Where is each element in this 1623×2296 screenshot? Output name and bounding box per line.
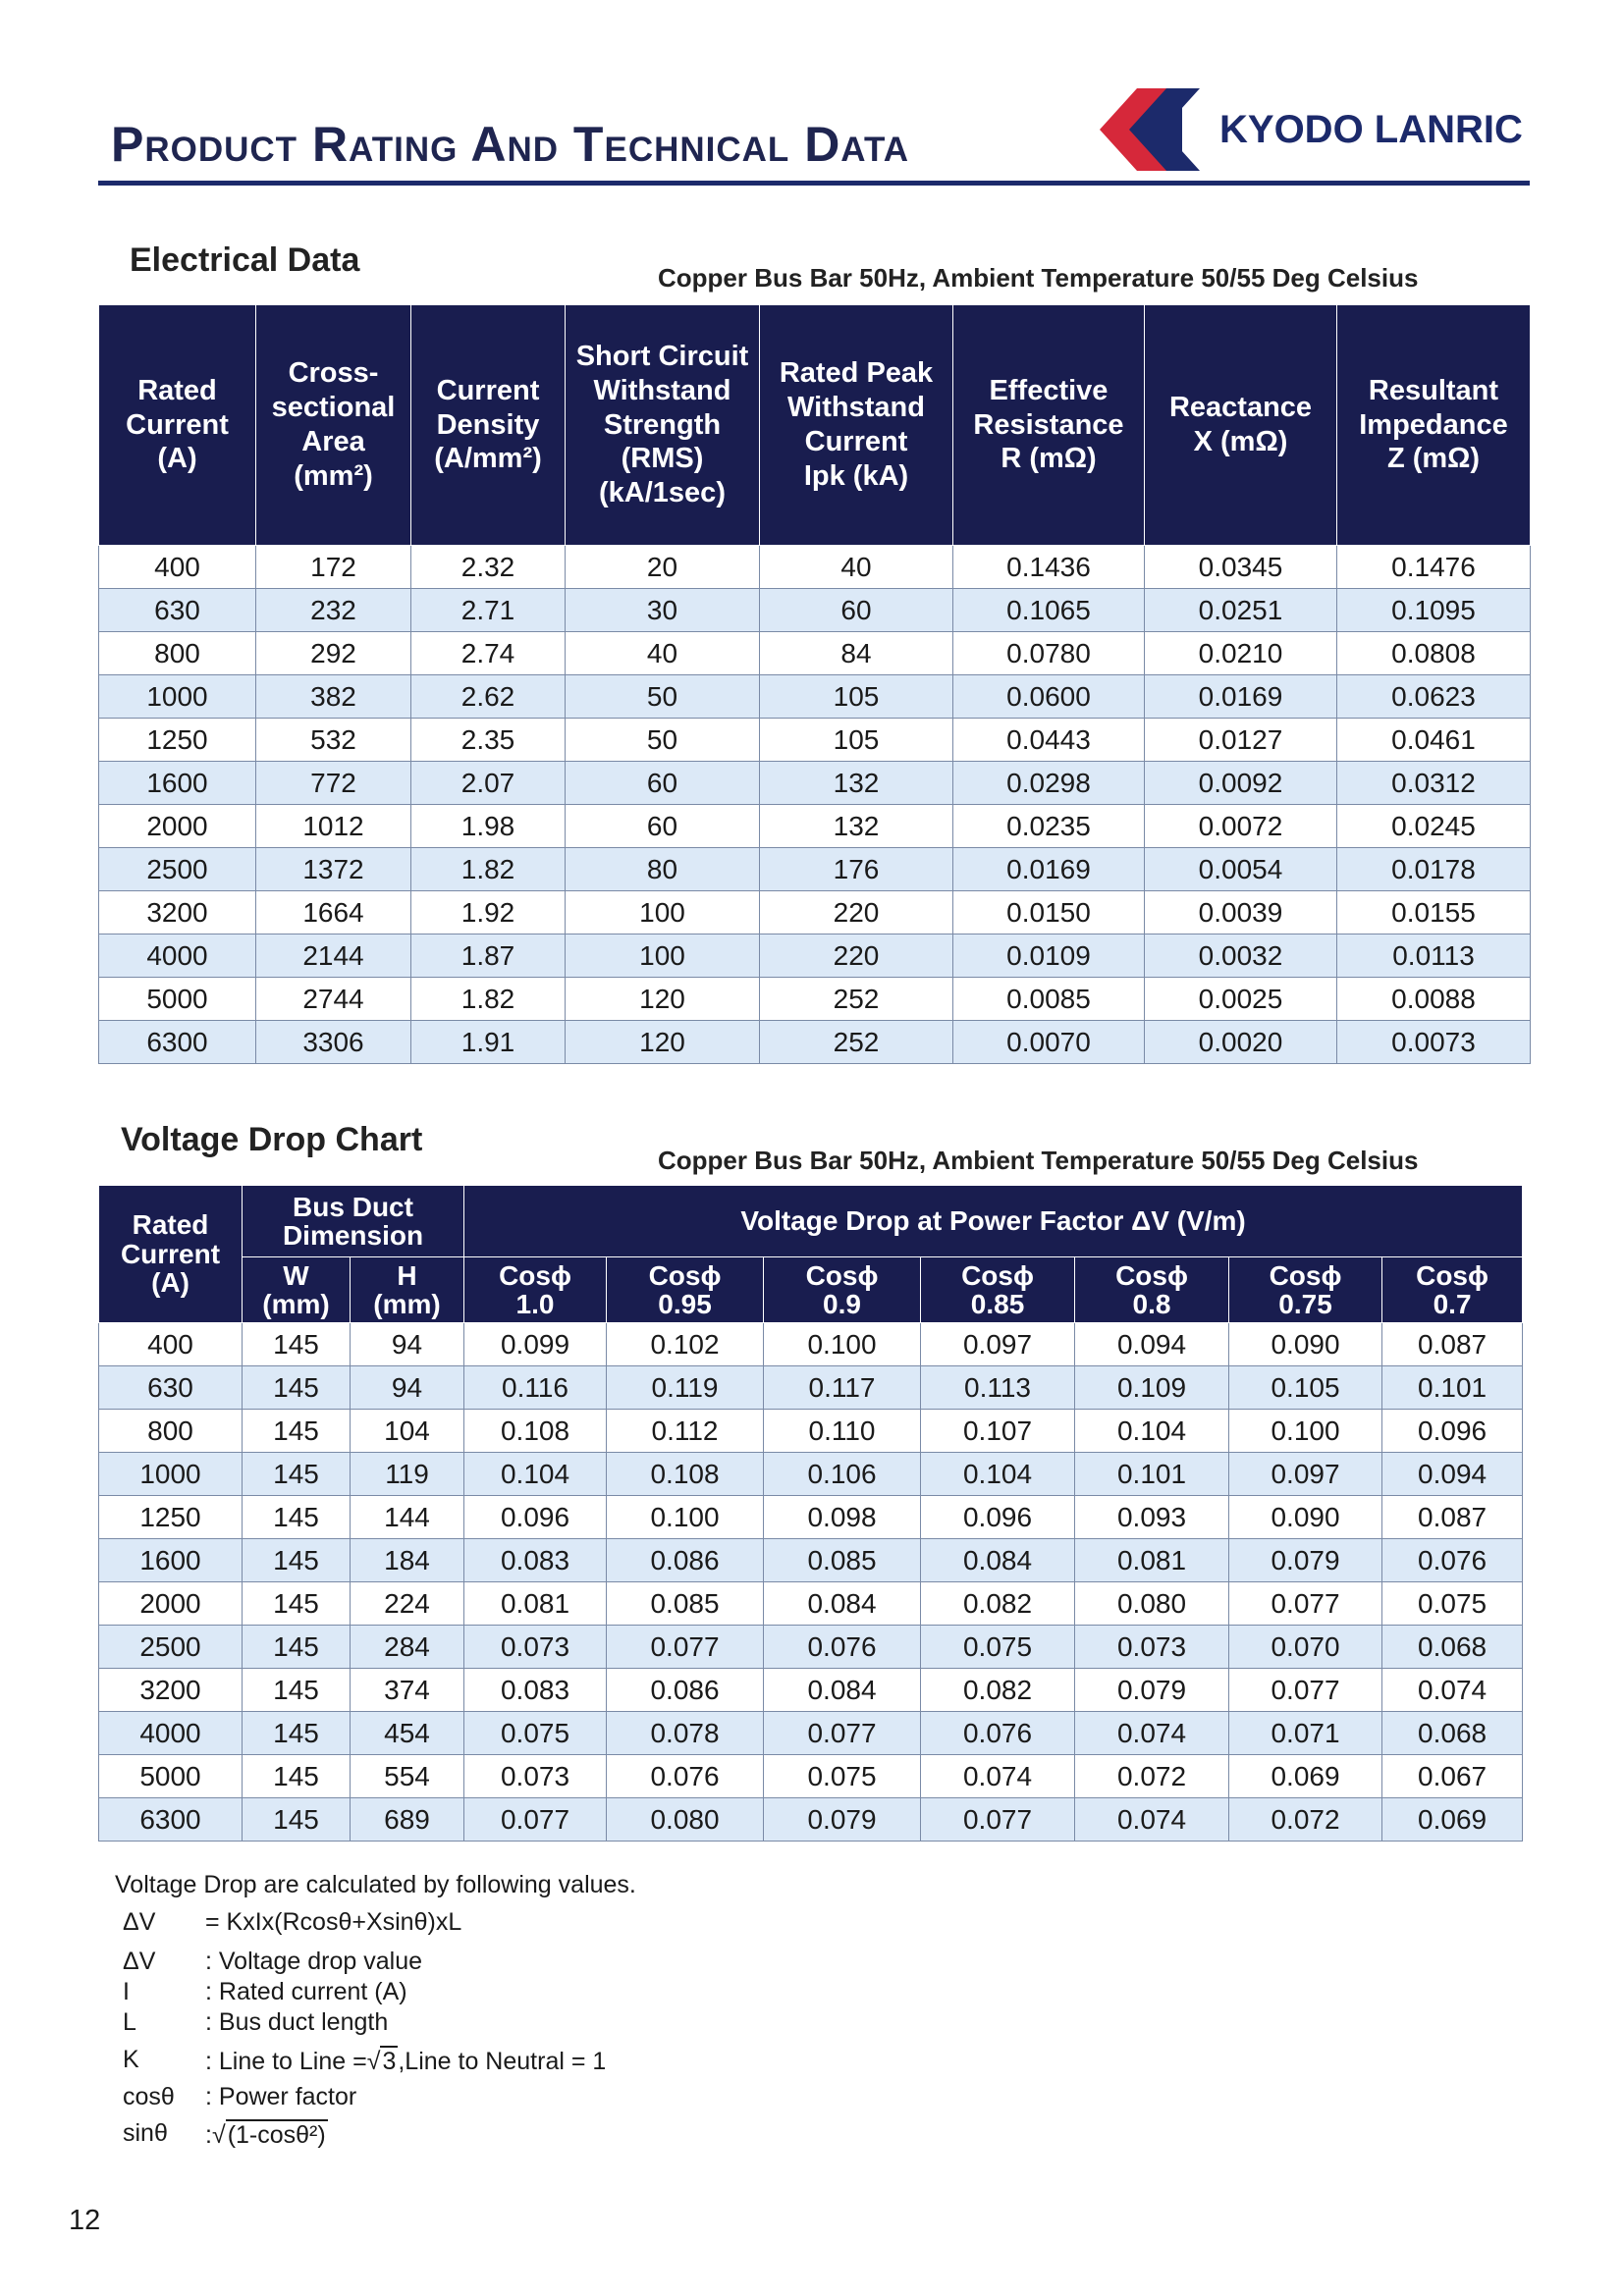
table-cell: 0.1476 xyxy=(1337,546,1531,589)
table-cell: 0.0127 xyxy=(1145,719,1337,762)
table-row xyxy=(99,1366,1523,1410)
table-cell: 0.071 xyxy=(1229,1712,1382,1755)
table-cell: 0.096 xyxy=(464,1496,607,1539)
table-cell: 0.0085 xyxy=(953,978,1145,1021)
table-cell: 5000 xyxy=(99,1755,243,1798)
table-cell: 0.0109 xyxy=(953,934,1145,978)
table-row xyxy=(99,1669,1523,1712)
table-cell: 0.083 xyxy=(464,1669,607,1712)
definition-text: : Power factor xyxy=(205,2083,357,2110)
table-cell: 0.0054 xyxy=(1145,848,1337,891)
definition-symbol: L xyxy=(123,2008,136,2036)
table-cell: 94 xyxy=(351,1366,464,1410)
table-cell: 0.085 xyxy=(764,1539,921,1582)
table-cell: 0.0210 xyxy=(1145,632,1337,675)
table-cell: 2500 xyxy=(99,848,256,891)
table-cell: 0.0251 xyxy=(1145,589,1337,632)
table-cell: 0.079 xyxy=(1229,1539,1382,1582)
column-header: Voltage Drop at Power Factor ΔV (V/m) xyxy=(464,1186,1523,1257)
table-cell: 0.105 xyxy=(1229,1366,1382,1410)
definition-symbol: K xyxy=(123,2046,139,2073)
table-cell: 0.0039 xyxy=(1145,891,1337,934)
table-cell: 0.0443 xyxy=(953,719,1145,762)
power-factor-header: Cosϕ 0.7 xyxy=(1382,1257,1523,1323)
power-factor-header: Cosϕ 0.8 xyxy=(1075,1257,1229,1323)
table-cell: 145 xyxy=(243,1626,351,1669)
table-cell: 0.0600 xyxy=(953,675,1145,719)
table-cell: 0.072 xyxy=(1229,1798,1382,1842)
table-row xyxy=(99,1496,1523,1539)
table-cell: 2.32 xyxy=(411,546,566,589)
table-cell: 145 xyxy=(243,1453,351,1496)
table-cell: 0.074 xyxy=(1075,1798,1229,1842)
page-number: 12 xyxy=(69,2205,101,2236)
table-cell: 2000 xyxy=(99,805,256,848)
table-cell: 0.0780 xyxy=(953,632,1145,675)
page-title: Product Rating And Technical Data xyxy=(111,117,910,172)
table-cell: 0.077 xyxy=(921,1798,1075,1842)
electrical-heading: Electrical Data xyxy=(130,241,360,279)
table-row xyxy=(99,1539,1523,1582)
table-cell: 0.077 xyxy=(464,1798,607,1842)
table-cell: 80 xyxy=(566,848,760,891)
square-root-icon: √(1-cosθ²) xyxy=(211,2121,326,2149)
table-cell: 2144 xyxy=(256,934,411,978)
table-cell: 145 xyxy=(243,1539,351,1582)
table-cell: 0.083 xyxy=(464,1539,607,1582)
table-cell: 0.0092 xyxy=(1145,762,1337,805)
table-row xyxy=(99,632,1531,675)
definition-prefix: : Line to Line = xyxy=(205,2048,367,2075)
square-root-icon: √3 xyxy=(366,2048,397,2075)
voltage-drop-note: Copper Bus Bar 50Hz, Ambient Temperature 50/55 Deg Celsius xyxy=(658,1146,1419,1175)
table-cell: 94 xyxy=(351,1323,464,1366)
table-cell: 0.0178 xyxy=(1337,848,1531,891)
table-cell: 1250 xyxy=(99,1496,243,1539)
table-cell: 374 xyxy=(351,1669,464,1712)
table-cell: 0.076 xyxy=(764,1626,921,1669)
table-cell: 0.0150 xyxy=(953,891,1145,934)
table-cell: 220 xyxy=(760,934,953,978)
table-cell: 0.084 xyxy=(764,1582,921,1626)
table-cell: 0.100 xyxy=(607,1496,764,1539)
table-cell: 0.069 xyxy=(1229,1755,1382,1798)
brand-name: KYODO LANRIC xyxy=(1219,108,1523,151)
table-cell: 0.112 xyxy=(607,1410,764,1453)
table-cell: 630 xyxy=(99,589,256,632)
table-cell: 0.075 xyxy=(764,1755,921,1798)
table-cell: 2.07 xyxy=(411,762,566,805)
table-cell: 0.0235 xyxy=(953,805,1145,848)
table-cell: 0.0070 xyxy=(953,1021,1145,1064)
table-cell: 0.1095 xyxy=(1337,589,1531,632)
table-cell: 145 xyxy=(243,1496,351,1539)
definition-prefix: : xyxy=(205,2121,212,2149)
table-cell: 772 xyxy=(256,762,411,805)
table-row xyxy=(99,546,1531,589)
table-cell: 0.072 xyxy=(1075,1755,1229,1798)
table-cell: 172 xyxy=(256,546,411,589)
table-cell: 0.077 xyxy=(764,1712,921,1755)
table-cell: 0.067 xyxy=(1382,1755,1523,1798)
table-cell: 2744 xyxy=(256,978,411,1021)
table-cell: 0.106 xyxy=(764,1453,921,1496)
table-cell: 0.068 xyxy=(1382,1712,1523,1755)
table-cell: 1.82 xyxy=(411,978,566,1021)
table-cell: 0.117 xyxy=(764,1366,921,1410)
table-cell: 0.1436 xyxy=(953,546,1145,589)
table-cell: 532 xyxy=(256,719,411,762)
column-header: Short Circuit Withstand Strength (RMS) (kA/1sec) xyxy=(566,305,760,546)
definition-text: : Rated current (A) xyxy=(205,1978,407,2005)
table-cell: 50 xyxy=(566,675,760,719)
table-cell: 145 xyxy=(243,1669,351,1712)
table-cell: 0.086 xyxy=(607,1669,764,1712)
definition-text xyxy=(205,2119,328,2150)
table-cell: 145 xyxy=(243,1323,351,1366)
table-cell: 105 xyxy=(760,719,953,762)
table-cell: 120 xyxy=(566,1021,760,1064)
table-row xyxy=(99,1712,1523,1755)
table-cell: 1600 xyxy=(99,1539,243,1582)
column-header: Resultant Impedance Z (mΩ) xyxy=(1337,305,1531,546)
table-cell: 1.92 xyxy=(411,891,566,934)
table-cell: 0.070 xyxy=(1229,1626,1382,1669)
table-cell: 0.074 xyxy=(921,1755,1075,1798)
electrical-data-table xyxy=(98,304,1531,1064)
table-cell: 0.113 xyxy=(921,1366,1075,1410)
table-cell: 120 xyxy=(566,978,760,1021)
title-divider xyxy=(98,181,1530,186)
table-cell: 2500 xyxy=(99,1626,243,1669)
table-row xyxy=(99,1582,1523,1626)
table-cell: 0.109 xyxy=(1075,1366,1229,1410)
table-cell: 232 xyxy=(256,589,411,632)
table-cell: 0.098 xyxy=(764,1496,921,1539)
electrical-note: Copper Bus Bar 50Hz, Ambient Temperature 50/55 Deg Celsius xyxy=(658,263,1419,293)
table-cell: 60 xyxy=(566,805,760,848)
voltage-drop-table xyxy=(98,1185,1523,1842)
definition-text xyxy=(205,2046,606,2076)
table-cell: 800 xyxy=(99,1410,243,1453)
table-cell: 1000 xyxy=(99,675,256,719)
table-cell: 1.91 xyxy=(411,1021,566,1064)
table-cell: 40 xyxy=(566,632,760,675)
formula: = KxIx(Rcosθ+Xsinθ)xL xyxy=(205,1908,462,1936)
table-cell: 0.074 xyxy=(1382,1669,1523,1712)
table-row xyxy=(99,762,1531,805)
table-cell: 145 xyxy=(243,1712,351,1755)
column-header: Rated Current (A) xyxy=(99,305,256,546)
table-cell: 0.080 xyxy=(1075,1582,1229,1626)
table-cell: 0.097 xyxy=(1229,1453,1382,1496)
table-cell: 0.075 xyxy=(464,1712,607,1755)
table-cell: 0.076 xyxy=(1382,1539,1523,1582)
table-cell: 2.71 xyxy=(411,589,566,632)
power-factor-header: Cosϕ 0.85 xyxy=(921,1257,1075,1323)
table-cell: 0.094 xyxy=(1382,1453,1523,1496)
table-cell: 0.086 xyxy=(607,1539,764,1582)
notes-intro: Voltage Drop are calculated by following values. xyxy=(115,1871,636,1898)
power-factor-header: Cosϕ 0.9 xyxy=(764,1257,921,1323)
table-cell: 0.081 xyxy=(1075,1539,1229,1582)
table-cell: 0.100 xyxy=(764,1323,921,1366)
table-cell: 0.082 xyxy=(921,1669,1075,1712)
table-cell: 0.101 xyxy=(1382,1366,1523,1410)
column-header: H (mm) xyxy=(351,1257,464,1323)
electrical-header-row xyxy=(99,305,1531,546)
table-cell: 0.074 xyxy=(1075,1712,1229,1755)
table-cell: 0.077 xyxy=(1229,1669,1382,1712)
table-cell: 0.097 xyxy=(921,1323,1075,1366)
table-cell: 1012 xyxy=(256,805,411,848)
table-cell: 3306 xyxy=(256,1021,411,1064)
table-cell: 20 xyxy=(566,546,760,589)
power-factor-header: Cosϕ 0.75 xyxy=(1229,1257,1382,1323)
table-cell: 0.080 xyxy=(607,1798,764,1842)
table-cell: 5000 xyxy=(99,978,256,1021)
table-cell: 400 xyxy=(99,546,256,589)
table-cell: 100 xyxy=(566,934,760,978)
table-cell: 60 xyxy=(760,589,953,632)
table-row xyxy=(99,1626,1523,1669)
table-cell: 0.102 xyxy=(607,1323,764,1366)
table-cell: 1250 xyxy=(99,719,256,762)
table-cell: 0.0169 xyxy=(1145,675,1337,719)
table-cell: 0.0461 xyxy=(1337,719,1531,762)
column-header: Effective Resistance R (mΩ) xyxy=(953,305,1145,546)
table-cell: 0.075 xyxy=(921,1626,1075,1669)
table-cell: 0.077 xyxy=(1229,1582,1382,1626)
table-cell: 1600 xyxy=(99,762,256,805)
table-cell: 0.0808 xyxy=(1337,632,1531,675)
table-cell: 60 xyxy=(566,762,760,805)
table-row xyxy=(99,1323,1523,1366)
table-cell: 0.108 xyxy=(607,1453,764,1496)
table-cell: 132 xyxy=(760,805,953,848)
table-cell: 0.090 xyxy=(1229,1496,1382,1539)
voltage-drop-header-row-2 xyxy=(99,1257,1523,1323)
table-row xyxy=(99,978,1531,1021)
table-cell: 144 xyxy=(351,1496,464,1539)
table-row xyxy=(99,891,1531,934)
table-cell: 0.073 xyxy=(464,1626,607,1669)
table-row xyxy=(99,934,1531,978)
table-row xyxy=(99,805,1531,848)
formula-symbol: ΔV xyxy=(123,1908,156,1936)
table-cell: 0.081 xyxy=(464,1582,607,1626)
table-cell: 0.084 xyxy=(764,1669,921,1712)
table-cell: 6300 xyxy=(99,1021,256,1064)
table-cell: 2.74 xyxy=(411,632,566,675)
table-cell: 104 xyxy=(351,1410,464,1453)
table-cell: 145 xyxy=(243,1798,351,1842)
table-cell: 2.35 xyxy=(411,719,566,762)
table-cell: 252 xyxy=(760,978,953,1021)
table-cell: 0.093 xyxy=(1075,1496,1229,1539)
table-cell: 0.0020 xyxy=(1145,1021,1337,1064)
table-cell: 119 xyxy=(351,1453,464,1496)
table-cell: 0.0245 xyxy=(1337,805,1531,848)
table-cell: 382 xyxy=(256,675,411,719)
column-header: Rated Current (A) xyxy=(99,1186,243,1323)
table-cell: 1.87 xyxy=(411,934,566,978)
table-cell: 0.096 xyxy=(921,1496,1075,1539)
table-cell: 0.0345 xyxy=(1145,546,1337,589)
column-header: Reactance X (mΩ) xyxy=(1145,305,1337,546)
table-cell: 0.078 xyxy=(607,1712,764,1755)
table-cell: 0.110 xyxy=(764,1410,921,1453)
table-cell: 2.62 xyxy=(411,675,566,719)
table-cell: 0.068 xyxy=(1382,1626,1523,1669)
column-header: Bus Duct Dimension xyxy=(243,1186,464,1257)
power-factor-header: Cosϕ 1.0 xyxy=(464,1257,607,1323)
table-cell: 1.82 xyxy=(411,848,566,891)
table-row xyxy=(99,1755,1523,1798)
table-cell: 0.076 xyxy=(921,1712,1075,1755)
table-cell: 145 xyxy=(243,1582,351,1626)
table-cell: 30 xyxy=(566,589,760,632)
table-cell: 0.0312 xyxy=(1337,762,1531,805)
table-cell: 6300 xyxy=(99,1798,243,1842)
voltage-drop-header-row-1 xyxy=(99,1186,1523,1257)
table-cell: 630 xyxy=(99,1366,243,1410)
column-header: W (mm) xyxy=(243,1257,351,1323)
table-cell: 0.073 xyxy=(1075,1626,1229,1669)
table-cell: 0.079 xyxy=(764,1798,921,1842)
table-row xyxy=(99,848,1531,891)
table-cell: 0.0113 xyxy=(1337,934,1531,978)
table-row xyxy=(99,675,1531,719)
table-cell: 0.101 xyxy=(1075,1453,1229,1496)
table-cell: 100 xyxy=(566,891,760,934)
table-row xyxy=(99,719,1531,762)
table-cell: 0.099 xyxy=(464,1323,607,1366)
table-cell: 176 xyxy=(760,848,953,891)
definition-text: : Bus duct length xyxy=(205,2008,389,2036)
definition-symbol: I xyxy=(123,1978,130,2005)
column-header: Cross- sectional Area (mm²) xyxy=(256,305,411,546)
table-cell: 284 xyxy=(351,1626,464,1669)
table-cell: 0.0032 xyxy=(1145,934,1337,978)
table-cell: 145 xyxy=(243,1366,351,1410)
table-cell: 689 xyxy=(351,1798,464,1842)
table-cell: 132 xyxy=(760,762,953,805)
table-cell: 252 xyxy=(760,1021,953,1064)
table-cell: 2000 xyxy=(99,1582,243,1626)
kyodo-lanric-logo-icon xyxy=(1098,84,1216,175)
table-cell: 4000 xyxy=(99,934,256,978)
definition-suffix: ,Line to Neutral = 1 xyxy=(398,2048,607,2075)
table-cell: 0.085 xyxy=(607,1582,764,1626)
table-cell: 0.0072 xyxy=(1145,805,1337,848)
table-cell: 1.98 xyxy=(411,805,566,848)
table-cell: 554 xyxy=(351,1755,464,1798)
table-cell: 3200 xyxy=(99,1669,243,1712)
table-row xyxy=(99,1453,1523,1496)
table-cell: 0.104 xyxy=(921,1453,1075,1496)
table-cell: 0.090 xyxy=(1229,1323,1382,1366)
radicand: (1-cosθ²) xyxy=(227,2121,326,2149)
table-cell: 1000 xyxy=(99,1453,243,1496)
table-cell: 0.075 xyxy=(1382,1582,1523,1626)
table-row xyxy=(99,1021,1531,1064)
table-cell: 0.104 xyxy=(1075,1410,1229,1453)
voltage-drop-heading: Voltage Drop Chart xyxy=(121,1121,423,1158)
table-cell: 50 xyxy=(566,719,760,762)
table-cell: 0.082 xyxy=(921,1582,1075,1626)
table-cell: 0.104 xyxy=(464,1453,607,1496)
table-cell: 105 xyxy=(760,675,953,719)
table-cell: 0.076 xyxy=(607,1755,764,1798)
table-cell: 292 xyxy=(256,632,411,675)
table-cell: 0.0025 xyxy=(1145,978,1337,1021)
table-cell: 0.108 xyxy=(464,1410,607,1453)
table-cell: 1664 xyxy=(256,891,411,934)
radicand: 3 xyxy=(382,2048,397,2075)
definition-symbol: sinθ xyxy=(123,2119,168,2147)
table-cell: 0.077 xyxy=(607,1626,764,1669)
power-factor-header: Cosϕ 0.95 xyxy=(607,1257,764,1323)
column-header: Rated Peak Withstand Current Ipk (kA) xyxy=(760,305,953,546)
table-cell: 0.0623 xyxy=(1337,675,1531,719)
table-cell: 0.119 xyxy=(607,1366,764,1410)
table-cell: 224 xyxy=(351,1582,464,1626)
table-cell: 145 xyxy=(243,1410,351,1453)
table-cell: 0.107 xyxy=(921,1410,1075,1453)
table-cell: 800 xyxy=(99,632,256,675)
table-cell: 84 xyxy=(760,632,953,675)
definition-text: : Voltage drop value xyxy=(205,1948,422,1975)
table-row xyxy=(99,1798,1523,1842)
table-cell: 220 xyxy=(760,891,953,934)
table-cell: 0.0155 xyxy=(1337,891,1531,934)
definition-symbol: cosθ xyxy=(123,2083,175,2110)
table-cell: 0.1065 xyxy=(953,589,1145,632)
brand-logo xyxy=(1098,84,1530,175)
table-cell: 0.084 xyxy=(921,1539,1075,1582)
table-cell: 454 xyxy=(351,1712,464,1755)
table-cell: 0.0088 xyxy=(1337,978,1531,1021)
table-cell: 3200 xyxy=(99,891,256,934)
table-cell: 1372 xyxy=(256,848,411,891)
table-cell: 0.087 xyxy=(1382,1496,1523,1539)
table-cell: 145 xyxy=(243,1755,351,1798)
table-row xyxy=(99,1410,1523,1453)
column-header: Current Density (A/mm²) xyxy=(411,305,566,546)
table-cell: 0.0073 xyxy=(1337,1021,1531,1064)
table-cell: 0.100 xyxy=(1229,1410,1382,1453)
table-cell: 4000 xyxy=(99,1712,243,1755)
table-cell: 0.079 xyxy=(1075,1669,1229,1712)
table-cell: 0.087 xyxy=(1382,1323,1523,1366)
table-cell: 400 xyxy=(99,1323,243,1366)
definition-symbol: ΔV xyxy=(123,1948,156,1975)
table-row xyxy=(99,589,1531,632)
table-cell: 0.094 xyxy=(1075,1323,1229,1366)
table-cell: 0.0169 xyxy=(953,848,1145,891)
table-cell: 0.116 xyxy=(464,1366,607,1410)
table-cell: 0.073 xyxy=(464,1755,607,1798)
table-cell: 0.069 xyxy=(1382,1798,1523,1842)
table-cell: 0.096 xyxy=(1382,1410,1523,1453)
table-cell: 184 xyxy=(351,1539,464,1582)
table-cell: 40 xyxy=(760,546,953,589)
table-cell: 0.0298 xyxy=(953,762,1145,805)
